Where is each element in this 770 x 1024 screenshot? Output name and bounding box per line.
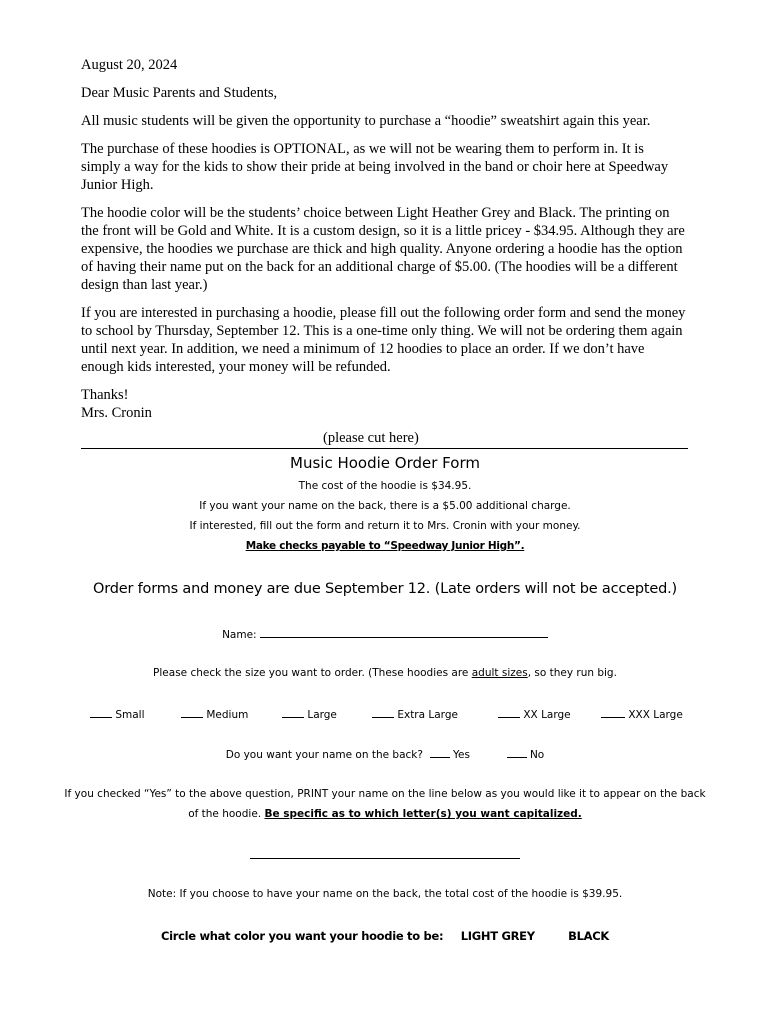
- size-xx-large[interactable]: XX Large: [498, 707, 571, 721]
- letter-date: August 20, 2024: [81, 57, 178, 73]
- paragraph-4: If you are interested in purchasing a hoodie, please fill out the following order form and send the money to school by Thursday, September 12. This is a one-time only thing. We will not be ordering them again until next year. In addition, we need a minimum of 12 hoodies to place an order. If we don’t have enough kids interested, your money will be refunded.: [81, 305, 686, 375]
- letter: [81, 56, 687, 422]
- cut-line: [81, 430, 688, 449]
- form-title: Music Hoodie Order Form: [290, 454, 480, 472]
- cut-label: (please cut here): [323, 430, 419, 446]
- signoff: [81, 386, 687, 422]
- yes-label: Yes: [452, 749, 470, 761]
- name-on-back-row: [0, 747, 770, 761]
- return-line: If interested, fill out the form and return it to Mrs. Cronin with your money.: [189, 520, 581, 532]
- size-xxx-large[interactable]: XXX Large: [601, 707, 683, 721]
- no-label: No: [529, 749, 545, 761]
- thanks: Thanks!: [81, 387, 129, 403]
- no-blank[interactable]: [507, 747, 527, 758]
- size-small[interactable]: Small: [90, 707, 145, 721]
- name-label: Name:: [222, 629, 257, 641]
- paragraph-2: The purchase of these hoodies is OPTIONAL, as we will not be wearing them to perform in. It is simply a way for the kids to show their pride at being involved in the band or choir here at Speedway Junior High.: [81, 141, 669, 193]
- print-instruction-line-1: If you checked “Yes” to the above question, PRINT your name on the line below as you would like it to appear on the back: [64, 788, 706, 800]
- paragraph-1: All music students will be given the opportunity to purchase a “hoodie” sweatshirt again this year.: [81, 113, 651, 129]
- salutation: Dear Music Parents and Students,: [81, 85, 278, 101]
- checks-payable-line: Make checks payable to “Speedway Junior High”.: [245, 540, 525, 552]
- color-black[interactable]: BLACK: [568, 929, 610, 943]
- color-row: [0, 929, 770, 943]
- note-line: Note: If you choose to have your name on the back, the total cost of the hoodie is $39.95.: [147, 888, 623, 900]
- name-field[interactable]: [260, 627, 548, 638]
- signature: Mrs. Cronin: [81, 405, 152, 421]
- back-question: Do you want your name on the back?: [225, 749, 423, 761]
- printed-name-row: [0, 848, 770, 862]
- color-prompt: Circle what color you want your hoodie to be:: [160, 929, 444, 943]
- size-extra-large[interactable]: Extra Large: [372, 707, 458, 721]
- size-medium[interactable]: Medium: [181, 707, 248, 721]
- size-large[interactable]: Large: [282, 707, 337, 721]
- name-charge-line: If you want your name on the back, there is a $5.00 additional charge.: [199, 500, 571, 512]
- color-light-grey[interactable]: LIGHT GREY: [460, 929, 535, 943]
- paragraph-3: The hoodie color will be the students’ choice between Light Heather Grey and Black. The printing on the front will be Gold and White. It is a custom design, so it is a little pricey - $34.95. Although they are expensive, the hoodies we purchase are thick and high quality. Anyone ordering a hoodie has the option of having their name put on the back for an additional charge of $5.00. (The hoodies will be a different design than last year.): [81, 205, 685, 293]
- printed-name-field[interactable]: [250, 848, 520, 859]
- name-row: [0, 627, 770, 641]
- print-instruction-line-2: of the hoodie. Be specific as to which letter(s) you want capitalized.: [188, 808, 582, 820]
- cost-line: The cost of the hoodie is $34.95.: [298, 480, 472, 492]
- yes-blank[interactable]: [430, 747, 450, 758]
- due-date-line: Order forms and money are due September 12. (Late orders will not be accepted.): [93, 581, 677, 597]
- size-prompt: Please check the size you want to order. (These hoodies are adult sizes, so they run big.: [153, 667, 617, 679]
